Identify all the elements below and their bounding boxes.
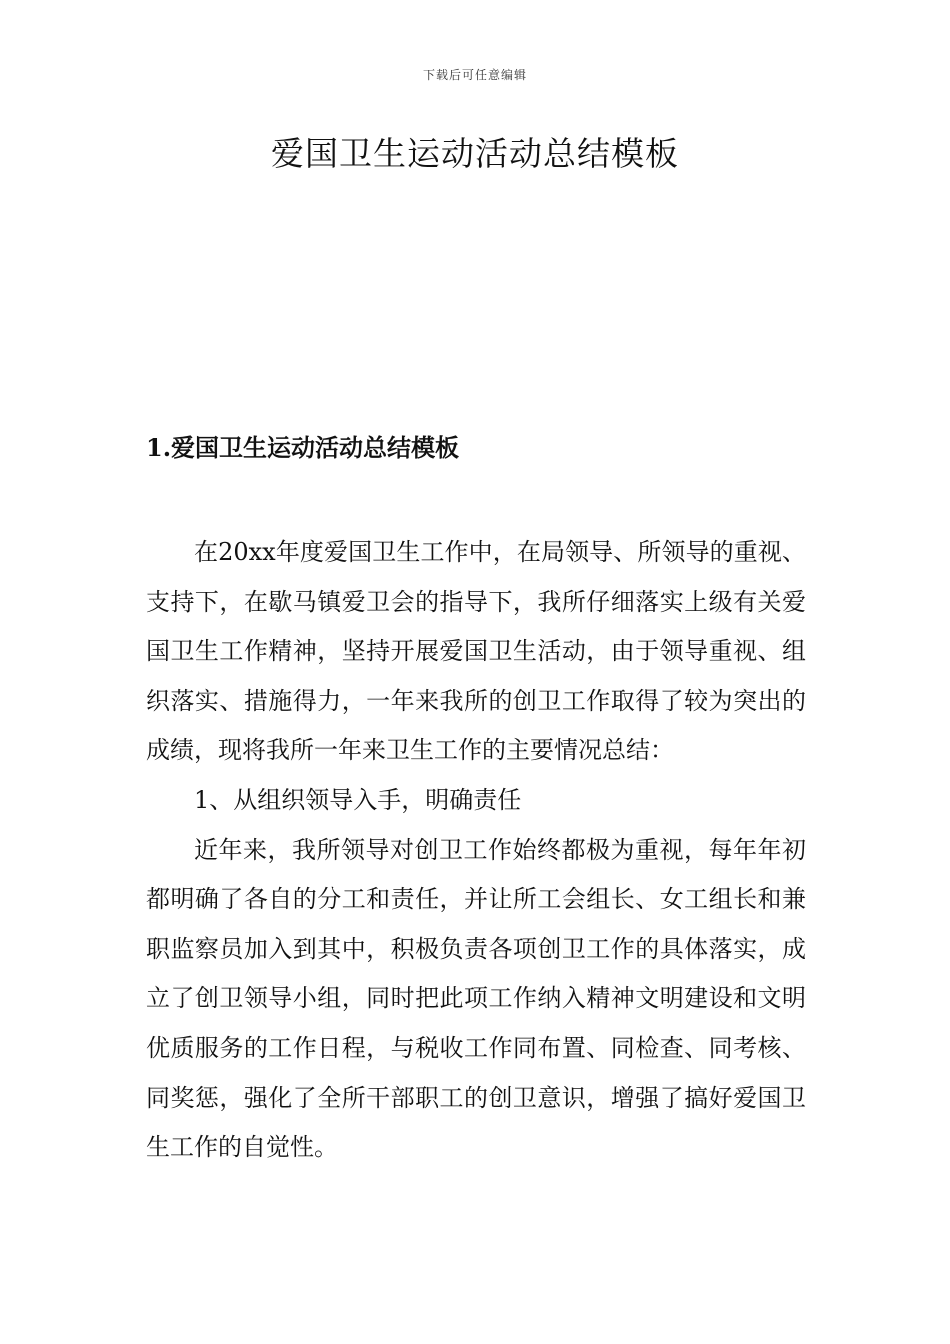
section-heading: 1.爱国卫生运动活动总结模板 — [146, 433, 460, 462]
paragraph-leadership: 近年来，我所领导对创卫工作始终都极为重视，每年年初都明确了各自的分工和责任，并让所工会组长、女工组长和兼 职监察员加入到其中，积极负责各项创卫工作的具体落实，成立了创卫领导小组，同时把此项工作纳入精神文明建设和文明优质服务的工作日程，与税收工作同布置、同检查、同考核、同奖惩，强化了全所干部职工的创卫意识，增强了搞好爱国卫生工作的自觉性。 — [146, 835, 806, 1162]
header-note: 下载后可任意编辑 — [422, 68, 527, 82]
paragraph-subheading: 1、从组织领导入手，明确责任 — [194, 785, 522, 814]
document-body — [146, 528, 806, 1173]
document-title: 爱国卫生运动活动总结模板 — [271, 134, 679, 173]
paragraph-intro: 在20xx年度爱国卫生工作中，在局领导、所领导的重视、支持下，在歇马镇爱卫会的指导下，我所仔细落实上级有关爱国卫生工作精神，坚持开展爱国卫生活动，由于领导重视、组织落实、措施得力，一年来我所的创卫工作取得了较为突出的成绩，现将我所一年来卫生工作的主要情况总结： — [146, 538, 806, 765]
